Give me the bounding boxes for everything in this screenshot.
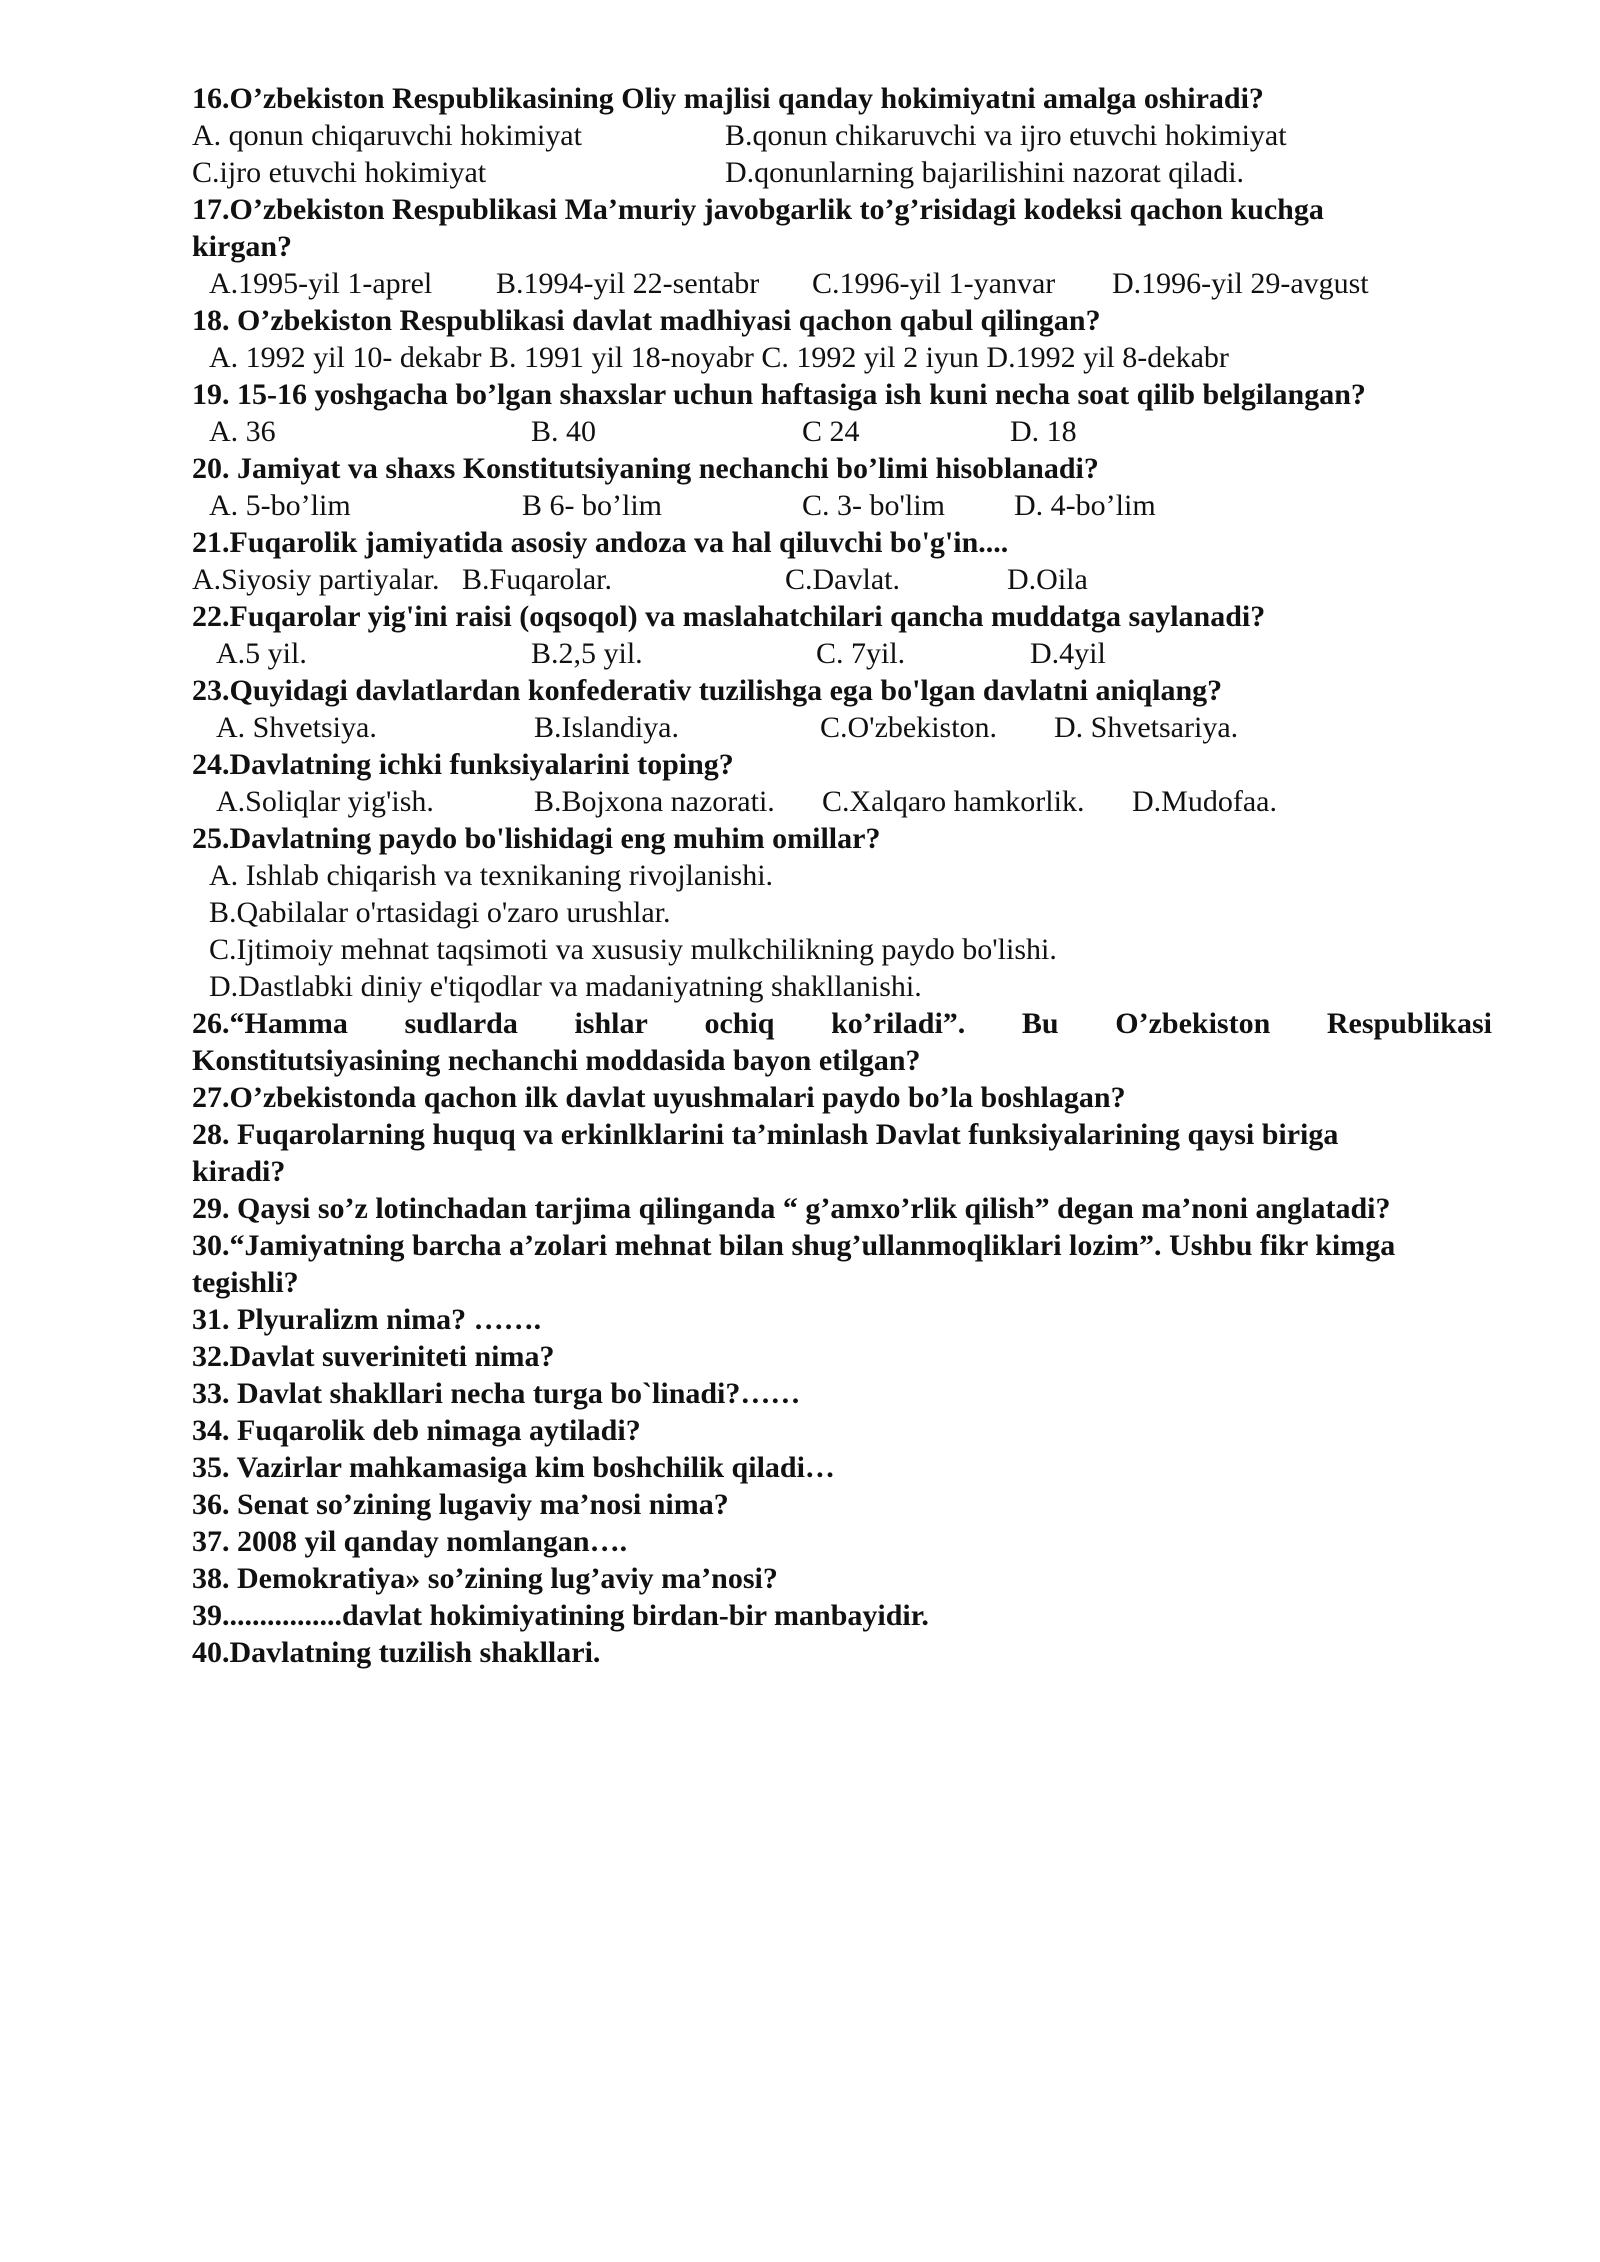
question-text: tegishli? — [192, 1266, 299, 1299]
answer-option: C.Davlat. — [785, 563, 900, 596]
question-word: ko’riladi”. — [831, 1007, 966, 1040]
answer-text: D.Dastlabki diniy e'tiqodlar va madaniyatning shakllanishi. — [209, 970, 922, 1003]
question-text: 35. Vazirlar mahkamasiga kim boshchilik qiladi… — [192, 1451, 835, 1484]
answer-options-row — [192, 117, 1492, 154]
answer-option: D. Shvetsariya. — [1054, 711, 1239, 744]
answer-option: D.1996-yil 29-avgust — [1112, 267, 1369, 300]
question-text: 39................davlat hokimiyatining birdan-bir manbayidir. — [192, 1599, 929, 1632]
question-text: 33. Davlat shakllari necha turga bo`linadi?…… — [192, 1377, 801, 1410]
answer-option: D. 4-bo’lim — [1014, 489, 1156, 522]
answer-option: B. 40 — [531, 415, 597, 448]
answer-option: A. 36 — [209, 415, 276, 448]
answer-option: D.qonunlarning bajarilishini nazorat qiladi. — [725, 156, 1245, 189]
question-text: 16.O’zbekiston Respublikasining Oliy majlisi qanday hokimiyatni amalga oshiradi? — [192, 82, 1264, 115]
question-text: 20. Jamiyat va shaxs Konstitutsiyaning nechanchi bo’limi hisoblanadi? — [192, 452, 1099, 485]
question-word: sudlarda — [404, 1007, 518, 1040]
answer-option: B 6- bo’lim — [522, 489, 662, 522]
answer-option: D.4yil — [1030, 637, 1106, 670]
question-text: 24.Davlatning ichki funksiyalarini toping? — [192, 748, 734, 781]
answer-option: A.1995-yil 1-aprel — [209, 267, 433, 300]
question-text: 34. Fuqarolik deb nimaga aytiladi? — [192, 1414, 641, 1447]
answer-option: B.qonun chikaruvchi va ijro etuvchi hokimiyat — [725, 119, 1287, 152]
question-text: 37. 2008 yil qanday nomlangan…. — [192, 1525, 628, 1558]
question-text: 25.Davlatning paydo bo'lishidagi eng muhim omillar? — [192, 822, 881, 855]
question-text: 21.Fuqarolik jamiyatida asosiy andoza va hal qiluvchi bo'g'in.... — [192, 526, 1009, 559]
answer-options-row — [192, 265, 1492, 302]
answer-option: A. qonun chiqaruvchi hokimiyat — [192, 119, 582, 152]
question-text: 28. Fuqarolarning huquq va erkinlklarini ta’minlash Davlat funksiyalarining qaysi biriga — [192, 1118, 1339, 1151]
question-text: kirgan? — [192, 230, 293, 263]
question-text: 23.Quyidagi davlatlardan konfederativ tuzilishga ega bo'lgan davlatni aniqlang? — [192, 674, 1223, 707]
answer-option: A.5 yil. — [216, 637, 307, 670]
question-word: Bu — [1021, 1007, 1059, 1040]
answer-option: A.Soliqlar yig'ish. — [216, 785, 434, 818]
answer-options-row — [192, 709, 1492, 746]
answer-option: B.Bojxona nazorati. — [534, 785, 775, 818]
answer-option: A. 5-bo’lim — [209, 489, 351, 522]
answer-option: C.1996-yil 1-yanvar — [812, 267, 1056, 300]
answer-option: A. Shvetsiya. — [216, 711, 377, 744]
answer-option: C. 7yil. — [816, 637, 906, 670]
answer-option: C. 3- bo'lim — [802, 489, 945, 522]
question-text: 30.“Jamiyatning barcha a’zolari mehnat bilan shug’ullanmoqliklari lozim”. Ushbu fikr kimga — [192, 1229, 1396, 1262]
answer-option: B.1994-yil 22-sentabr — [496, 267, 760, 300]
question-word: O’zbekiston — [1115, 1007, 1271, 1040]
question-text: 31. Plyuralizm nima? ……. — [192, 1303, 542, 1336]
answer-text: B.Qabilalar o'rtasidagi o'zaro urushlar. — [209, 896, 671, 929]
question-word: 26.“Hamma — [192, 1007, 348, 1040]
answer-text: C.Ijtimoiy mehnat taqsimoti va xususiy mulkchilikning paydo bo'lishi. — [209, 933, 1057, 966]
question-word: Respublikasi — [1326, 1007, 1492, 1040]
answer-option: A.Siyosiy partiyalar. — [192, 563, 440, 596]
answer-option: D. 18 — [1010, 415, 1077, 448]
question-text: 18. O’zbekiston Respublikasi davlat madhiyasi qachon qabul qilingan? — [192, 304, 1101, 337]
answer-options-row — [192, 154, 1492, 191]
answer-option: C.ijro etuvchi hokimiyat — [192, 156, 487, 189]
question-word: ochiq — [704, 1007, 775, 1040]
question-text: 36. Senat so’zining lugaviy ma’nosi nima? — [192, 1488, 729, 1521]
question-text: 32.Davlat suveriniteti nima? — [192, 1340, 555, 1373]
question-text: kiradi? — [192, 1155, 286, 1188]
answer-option: B.2,5 yil. — [531, 637, 643, 670]
answer-options-row — [192, 783, 1492, 820]
answer-option: D.Oila — [1007, 563, 1088, 596]
question-text: 22.Fuqarolar yig'ini raisi (oqsoqol) va maslahatchilari qancha muddatga saylanadi? — [192, 600, 1266, 633]
answer-option: C 24 — [802, 415, 860, 448]
question-text: 19. 15-16 yoshgacha bo’lgan shaxslar uchun haftasiga ish kuni necha soat qilib belgilangan? — [192, 378, 1366, 411]
answer-text: A. Ishlab chiqarish va texnikaning rivojlanishi. — [209, 859, 774, 892]
answer-option: D.Mudofaa. — [1132, 785, 1277, 818]
question-text: 27.O’zbekistonda qachon ilk davlat uyushmalari paydo bo’la boshlagan? — [192, 1081, 1126, 1114]
answer-option: C.O'zbekiston. — [820, 711, 998, 744]
answer-option: C.Xalqaro hamkorlik. — [822, 785, 1085, 818]
question-word: ishlar — [574, 1007, 648, 1040]
question-text: Konstitutsiyasining nechanchi moddasida bayon etilgan? — [192, 1044, 921, 1077]
question-text: 17.O’zbekiston Respublikasi Ma’muriy javobgarlik to’g’risidagi kodeksi qachon kuchga — [192, 193, 1324, 226]
answer-options-row — [192, 561, 1492, 598]
question-text: 40.Davlatning tuzilish shakllari. — [192, 1636, 601, 1669]
question-text: 38. Demokratiya» so’zining lug’aviy ma’nosi? — [192, 1562, 778, 1595]
answer-options-row — [192, 487, 1492, 524]
answer-options-row — [192, 413, 1492, 450]
answer-text: A. 1992 yil 10- dekabr B. 1991 yil 18-noyabr C. 1992 yil 2 iyun D.1992 yil 8-dekabr — [209, 341, 1229, 374]
answer-options-row — [192, 635, 1492, 672]
question-text-justified — [192, 1005, 1492, 1042]
answer-option: B.Islandiya. — [534, 711, 679, 744]
question-text: 29. Qaysi so’z lotinchadan tarjima qilinganda “ g’amxo’rlik qilish” degan ma’noni anglatadi? — [192, 1192, 1391, 1225]
answer-option: B.Fuqarolar. — [462, 563, 612, 596]
